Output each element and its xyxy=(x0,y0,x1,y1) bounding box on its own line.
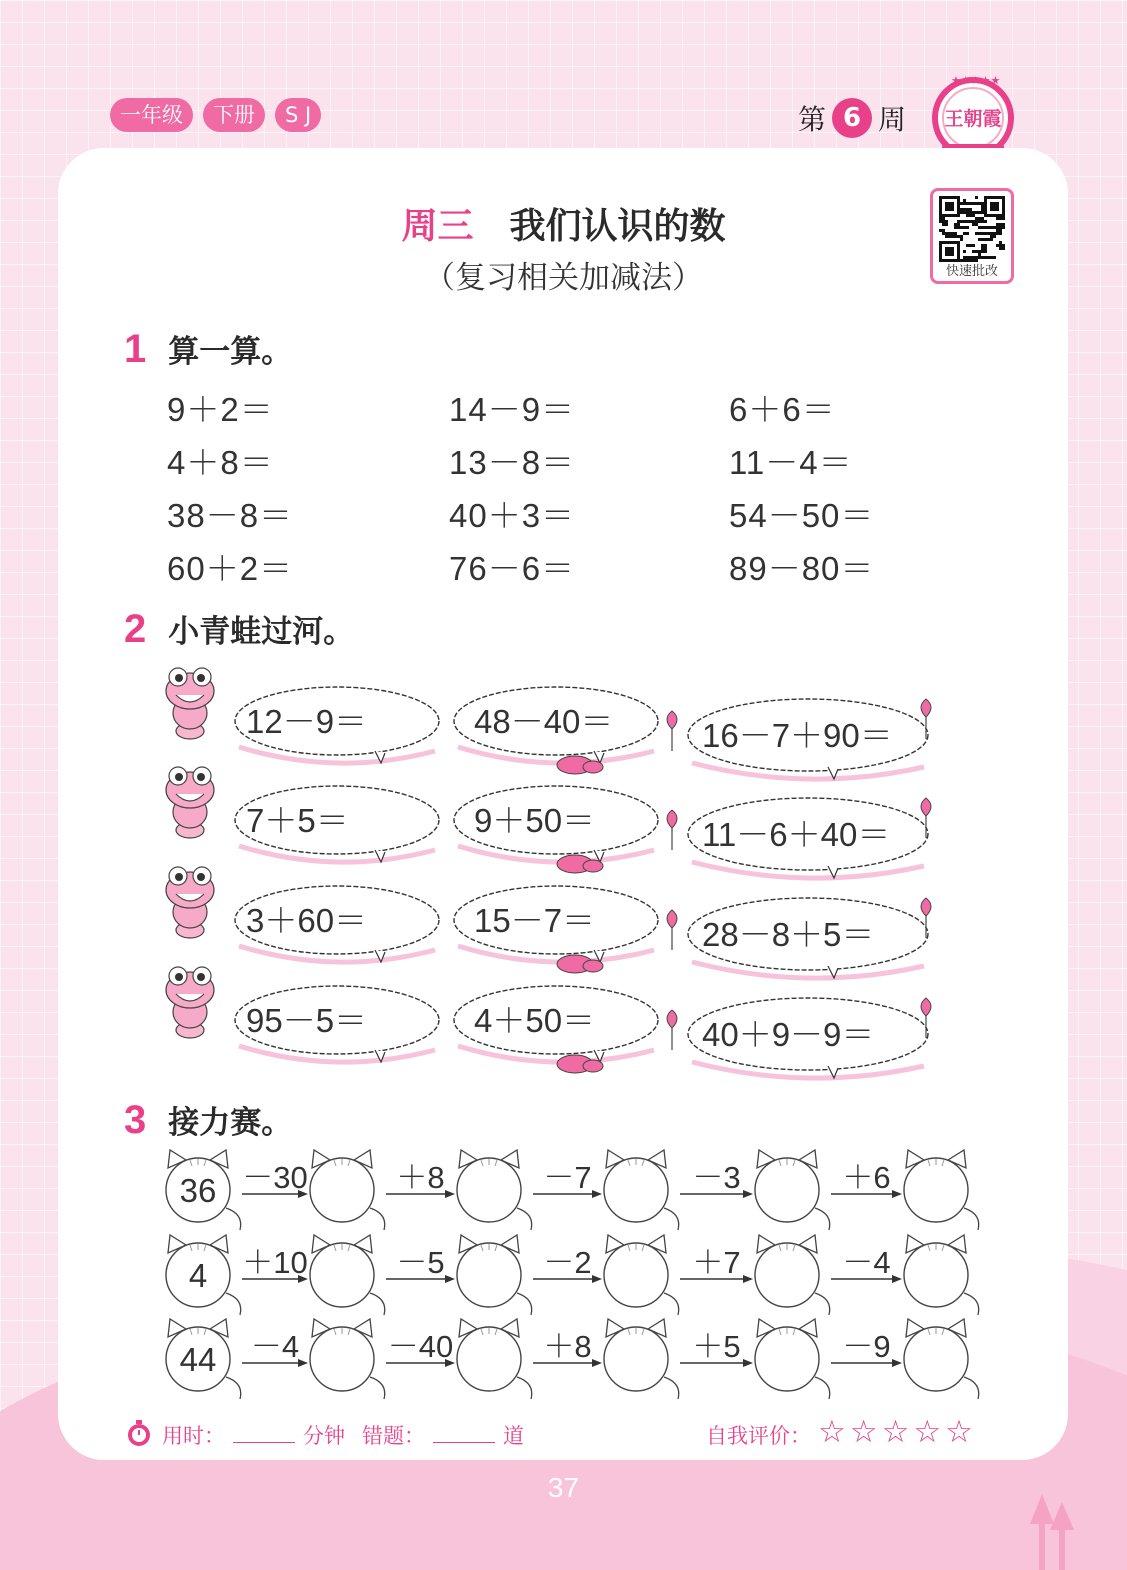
frog-equation[interactable]: 4＋50＝ xyxy=(474,1002,596,1039)
week-prefix: 第 xyxy=(798,103,827,136)
grade-tag: 一年级 xyxy=(110,98,193,132)
relay-operation: ＋5 xyxy=(692,1329,741,1364)
relay-arrow xyxy=(242,1329,308,1367)
start-number: 44 xyxy=(179,1341,217,1378)
leaf-icon xyxy=(557,756,603,774)
relay-operation: ＋7 xyxy=(692,1245,741,1280)
frog-equation[interactable]: 48－40＝ xyxy=(474,703,614,740)
frog-equation[interactable]: 28－8＋5＝ xyxy=(702,916,875,953)
title-day: 周三 xyxy=(401,206,474,247)
equation[interactable]: 38－8＝ xyxy=(167,497,294,534)
relay-operation: ＋8 xyxy=(543,1329,592,1364)
page-number: 37 xyxy=(547,1472,580,1503)
relay-operation: －4 xyxy=(842,1245,891,1280)
volume-tag: 下册 xyxy=(203,98,265,132)
equation[interactable]: 14－9＝ xyxy=(449,391,576,428)
frog-equation[interactable]: 3＋60＝ xyxy=(246,902,368,939)
section-title: 小青蛙过河。 xyxy=(168,614,355,650)
section-title: 算一算。 xyxy=(168,334,293,370)
cat-circle[interactable] xyxy=(166,1150,241,1230)
frog-icon xyxy=(166,668,214,739)
arrow-decoration-icon xyxy=(1028,1490,1078,1570)
relay-arrow xyxy=(533,1245,602,1283)
frog-icon xyxy=(166,767,214,838)
cat-circle[interactable] xyxy=(904,1319,979,1399)
equation[interactable]: 4＋8＝ xyxy=(167,444,274,481)
frog-icon xyxy=(166,867,214,938)
qr-label: 快速批改 xyxy=(945,264,998,279)
page-subtitle: （复习相关加减法） xyxy=(424,260,703,296)
equation[interactable]: 76－6＝ xyxy=(449,550,576,587)
leaf-icon xyxy=(557,855,603,873)
edition-tag: S J xyxy=(275,98,321,132)
equation[interactable]: 89－80＝ xyxy=(729,550,875,587)
frog-icon xyxy=(166,967,214,1038)
relay-arrow xyxy=(533,1160,602,1198)
equation[interactable]: 9＋2＝ xyxy=(167,391,274,428)
relay-arrow xyxy=(533,1329,602,1367)
equation[interactable]: 13－8＝ xyxy=(449,444,576,481)
title-topic: 我们认识的数 xyxy=(509,206,726,247)
frog-equation[interactable]: 7＋5＝ xyxy=(246,802,349,839)
relay-operation: －5 xyxy=(396,1245,445,1280)
relay-arrow xyxy=(680,1329,753,1367)
frog-equation[interactable]: 12－9＝ xyxy=(246,703,368,740)
leaf-icon xyxy=(557,1055,603,1073)
lotus-bud-icon xyxy=(667,810,677,850)
errors-blank[interactable] xyxy=(433,1442,495,1443)
relay-arrow xyxy=(680,1160,753,1198)
lotus-bud-icon xyxy=(667,910,677,950)
relay-arrow xyxy=(386,1329,455,1367)
equation[interactable]: 11－4＝ xyxy=(729,444,853,481)
relay-arrow xyxy=(242,1160,308,1198)
start-number: 4 xyxy=(188,1257,208,1294)
cat-circle[interactable] xyxy=(310,1319,385,1399)
relay-operation: －9 xyxy=(842,1329,891,1364)
time-unit: 分钟 xyxy=(303,1424,345,1448)
rating-stars[interactable]: ☆☆☆☆☆ xyxy=(818,1414,977,1450)
frog-equation[interactable]: 16－7＋90＝ xyxy=(702,717,893,754)
relay-operation: －2 xyxy=(543,1245,592,1280)
week-number: 6 xyxy=(832,98,872,138)
footer-time xyxy=(162,1420,345,1450)
equation[interactable]: 54－50＝ xyxy=(729,497,875,534)
cat-circle[interactable] xyxy=(310,1150,385,1230)
relay-operation: －3 xyxy=(692,1160,741,1195)
rating-label: 自我评价： xyxy=(706,1424,811,1448)
relay-operation: －40 xyxy=(387,1329,454,1364)
footer-errors xyxy=(362,1420,524,1450)
cat-circle[interactable] xyxy=(755,1319,830,1399)
frog-equation[interactable]: 40＋9－9＝ xyxy=(702,1016,875,1053)
stopwatch-icon xyxy=(124,1418,154,1448)
start-number: 36 xyxy=(179,1172,217,1209)
cat-circle[interactable] xyxy=(904,1235,979,1315)
lotus-bud-icon xyxy=(667,711,677,751)
frog-equation[interactable]: 15－7＝ xyxy=(474,902,596,939)
relay-operation: －4 xyxy=(250,1329,300,1364)
cat-circle[interactable] xyxy=(457,1150,532,1230)
time-blank[interactable] xyxy=(233,1442,295,1443)
equation[interactable]: 6＋6＝ xyxy=(729,391,836,428)
relay-operation: －30 xyxy=(242,1160,308,1195)
week-suffix: 周 xyxy=(878,103,907,136)
frog-equation[interactable]: 11－6＋40＝ xyxy=(702,816,891,853)
section-title: 接力赛。 xyxy=(168,1105,293,1141)
frog-equation[interactable]: 9＋50＝ xyxy=(474,802,596,839)
cat-circle[interactable] xyxy=(457,1235,532,1315)
equation[interactable]: 40＋3＝ xyxy=(449,497,576,534)
relay-arrow xyxy=(386,1160,455,1198)
errors-label: 错题： xyxy=(362,1424,425,1448)
svg-text:★★★★★: ★★★★★ xyxy=(951,74,1001,87)
relay-operation: ＋8 xyxy=(396,1160,445,1195)
cat-circle[interactable] xyxy=(166,1235,241,1315)
cat-circle[interactable] xyxy=(604,1150,679,1230)
errors-unit: 道 xyxy=(503,1424,524,1448)
relay-arrow xyxy=(831,1160,902,1198)
section-number: 1 xyxy=(124,327,147,371)
time-label: 用时： xyxy=(162,1424,225,1448)
section-number: 3 xyxy=(124,1098,147,1142)
relay-operation: ＋10 xyxy=(242,1245,308,1280)
lotus-bud-icon xyxy=(667,1010,677,1050)
relay-arrow xyxy=(831,1329,902,1367)
leaf-icon xyxy=(557,955,603,973)
relay-arrow xyxy=(831,1245,902,1283)
cat-circle[interactable] xyxy=(755,1235,830,1315)
equation[interactable]: 60＋2＝ xyxy=(167,550,294,587)
relay-operation: ＋6 xyxy=(842,1160,891,1195)
cat-circle[interactable] xyxy=(604,1319,679,1399)
relay-arrow xyxy=(242,1245,308,1283)
cat-circle[interactable] xyxy=(166,1319,241,1399)
cat-circle[interactable] xyxy=(457,1319,532,1399)
cat-circle[interactable] xyxy=(310,1235,385,1315)
cat-circle[interactable] xyxy=(604,1235,679,1315)
relay-arrow xyxy=(386,1245,455,1283)
logo-text: 王朝霞 xyxy=(944,108,1002,130)
cat-circle[interactable] xyxy=(904,1150,979,1230)
frog-equation[interactable]: 95－5＝ xyxy=(246,1002,368,1039)
relay-operation: －7 xyxy=(543,1160,592,1195)
section-number: 2 xyxy=(124,607,147,651)
cat-circle[interactable] xyxy=(755,1150,830,1230)
relay-arrow xyxy=(680,1245,753,1283)
